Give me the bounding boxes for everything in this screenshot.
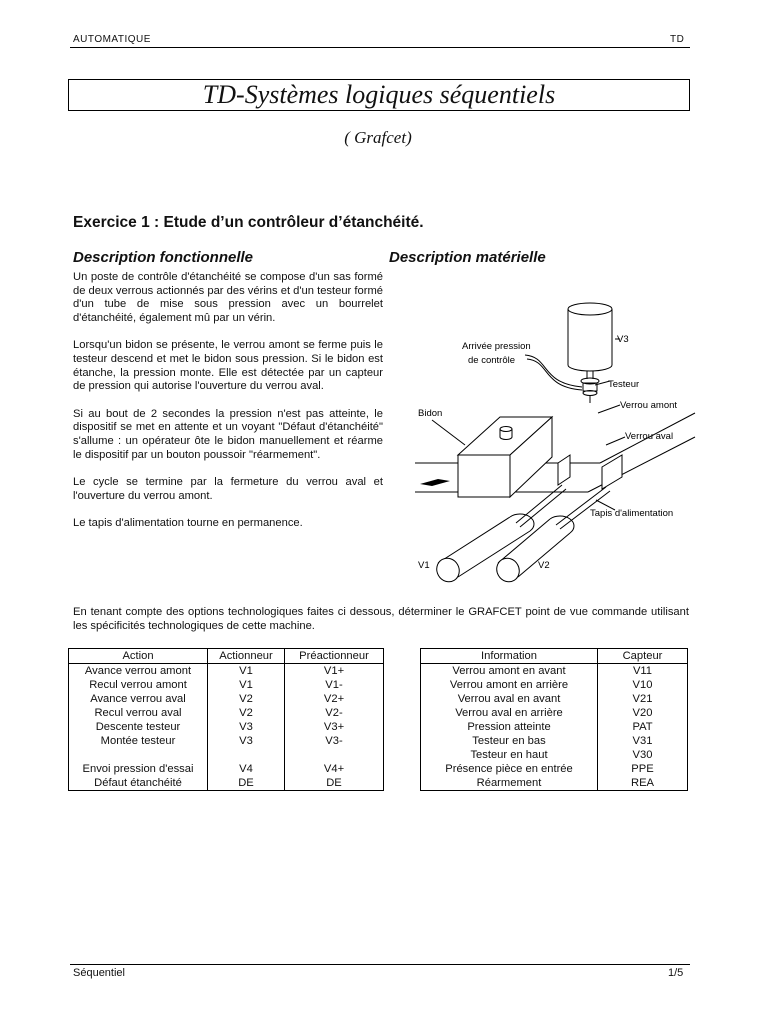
- header-left: AUTOMATIQUE: [73, 34, 151, 45]
- table-cell: V21: [598, 692, 688, 706]
- arrow-icon: [420, 479, 450, 486]
- table-cell: PPE: [598, 762, 688, 776]
- table-cell: PAT: [598, 720, 688, 734]
- table-cell: Avance verrou aval: [69, 692, 208, 706]
- table-row: [69, 734, 384, 748]
- table-cell: V1: [208, 678, 285, 692]
- table-cell: V1+: [285, 664, 384, 679]
- footer-left: Séquentiel: [73, 967, 125, 979]
- table-row: [421, 734, 688, 748]
- paragraph: Lorsqu'un bidon se présente, le verrou amont se ferme puis le testeur descend et met le bidon sous pression. Si le bidon est étanche, la pression monte. Elle est détectée par un capteur de pression qui autorise l'ouverture du verrou aval.: [73, 339, 383, 393]
- table-cell: Présence pièce en entrée: [421, 762, 598, 776]
- label-v1: V1: [418, 560, 430, 571]
- table-row: [69, 706, 384, 720]
- label-belt: Tapis d'alimentation: [590, 508, 674, 519]
- paragraph: Si au bout de 2 secondes la pression n'est pas atteinte, le dispositif se met en attente et un voyant "Défaut d'étanchéité" s'allume : un opérateur ôte le bidon manuellement et réarme le dispositif par un bouton poussoir "réarmement".: [73, 407, 383, 461]
- table-cell: Envoi pression d'essai: [69, 762, 208, 776]
- table-cell: DE: [285, 776, 384, 791]
- label-v3: V3: [617, 334, 629, 345]
- label-pressure-2: de contrôle: [468, 355, 516, 366]
- table-row: [421, 776, 688, 791]
- table-cell: V3: [208, 720, 285, 734]
- table-cell: V3+: [285, 720, 384, 734]
- table-cell: V10: [598, 678, 688, 692]
- col-header: Action: [69, 649, 208, 664]
- table-cell: V3: [208, 734, 285, 748]
- paragraph: Le tapis d'alimentation tourne en permanence.: [73, 517, 303, 530]
- table-cell: Recul verrou amont: [69, 678, 208, 692]
- table-row: [421, 748, 688, 762]
- table-cell: Avance verrou amont: [69, 664, 208, 679]
- table-cell: Verrou amont en arrière: [421, 678, 598, 692]
- table-cell: V30: [598, 748, 688, 762]
- section-functional: Description fonctionnelle: [73, 249, 254, 266]
- table-row: [421, 678, 688, 692]
- actions-table: [68, 648, 384, 791]
- table-cell: Verrou aval en avant: [421, 692, 598, 706]
- table-cell: REA: [598, 776, 688, 791]
- table-row: [421, 762, 688, 776]
- table-cell: [285, 748, 384, 762]
- table-cell: V11: [598, 664, 688, 679]
- table-cell: V1-: [285, 678, 384, 692]
- label-downstream: Verrou aval: [625, 431, 674, 442]
- table-cell: Verrou amont en avant: [421, 664, 598, 679]
- table-row: [69, 692, 384, 706]
- label-tester: Testeur: [608, 379, 640, 390]
- page-title: TD-Systèmes logiques séquentiels: [202, 80, 556, 109]
- table-cell: Pression atteinte: [421, 720, 598, 734]
- table-row: [421, 720, 688, 734]
- table-header-row: [69, 649, 384, 664]
- footer-right: 1/5: [668, 967, 684, 979]
- footer-rule: [70, 964, 690, 965]
- table-cell: V4: [208, 762, 285, 776]
- table-cell: Défaut étanchéité: [69, 776, 208, 791]
- col-header: Information: [421, 649, 598, 664]
- table-row: [69, 664, 384, 679]
- table-cell: V20: [598, 706, 688, 720]
- table-cell: Réarmement: [421, 776, 598, 791]
- col-header: Capteur: [598, 649, 688, 664]
- machine-diagram: [410, 295, 700, 585]
- table-cell: V31: [598, 734, 688, 748]
- sensors-table: [420, 648, 688, 791]
- table-cell: V2: [208, 706, 285, 720]
- table-row: [69, 748, 384, 762]
- functional-description: [73, 271, 383, 545]
- table-row: [421, 664, 688, 679]
- table-row: [69, 762, 384, 776]
- header-rule: [70, 47, 690, 48]
- table-cell: Descente testeur: [69, 720, 208, 734]
- label-v2: V2: [538, 560, 550, 571]
- table-row: [69, 776, 384, 791]
- table-cell: Testeur en bas: [421, 734, 598, 748]
- table-row: [421, 706, 688, 720]
- table-cell: V2-: [285, 706, 384, 720]
- header-right: TD: [670, 34, 685, 45]
- subtitle: ( Grafcet): [344, 128, 412, 147]
- table-cell: Testeur en haut: [421, 748, 598, 762]
- table-cell: V1: [208, 664, 285, 679]
- table-row: [421, 692, 688, 706]
- table-cell: V2: [208, 692, 285, 706]
- table-cell: [208, 748, 285, 762]
- table-header-row: [421, 649, 688, 664]
- table-cell: [69, 748, 208, 762]
- label-pressure: Arrivée pression: [462, 341, 531, 352]
- paragraph: Le cycle se termine par la fermeture du verrou aval et l'ouverture du verrou amont.: [73, 476, 383, 502]
- section-hardware: Description matérielle: [389, 249, 546, 266]
- table-cell: V2+: [285, 692, 384, 706]
- v3-cylinder-top: [568, 303, 612, 315]
- intro-text: En tenant compte des options technologiques faites ci dessous, déterminer le GRAFCET point de vue commande utilisant les spécificités technologiques de cette machine.: [73, 606, 689, 632]
- label-bidon: Bidon: [418, 408, 443, 419]
- label-upstream: Verrou amont: [620, 400, 678, 411]
- table-row: [69, 678, 384, 692]
- col-header: Actionneur: [208, 649, 285, 664]
- table-row: [69, 720, 384, 734]
- col-header: Préactionneur: [285, 649, 384, 664]
- table-cell: Verrou aval en arrière: [421, 706, 598, 720]
- title-box: [68, 79, 690, 111]
- table-cell: DE: [208, 776, 285, 791]
- table-cell: Montée testeur: [69, 734, 208, 748]
- exercise-title: Exercice 1 : Etude d’un contrôleur d’étanchéité.: [73, 214, 424, 231]
- table-cell: Recul verrou aval: [69, 706, 208, 720]
- table-cell: V3-: [285, 734, 384, 748]
- table-cell: V4+: [285, 762, 384, 776]
- paragraph: Un poste de contrôle d'étanchéité se compose d'un sas formé de deux verrous actionnés par des vérins et d'un testeur formé d'un tube de mise sous pression avec un bourrelet d'étanchéité, également mû par un vérin.: [73, 271, 383, 324]
